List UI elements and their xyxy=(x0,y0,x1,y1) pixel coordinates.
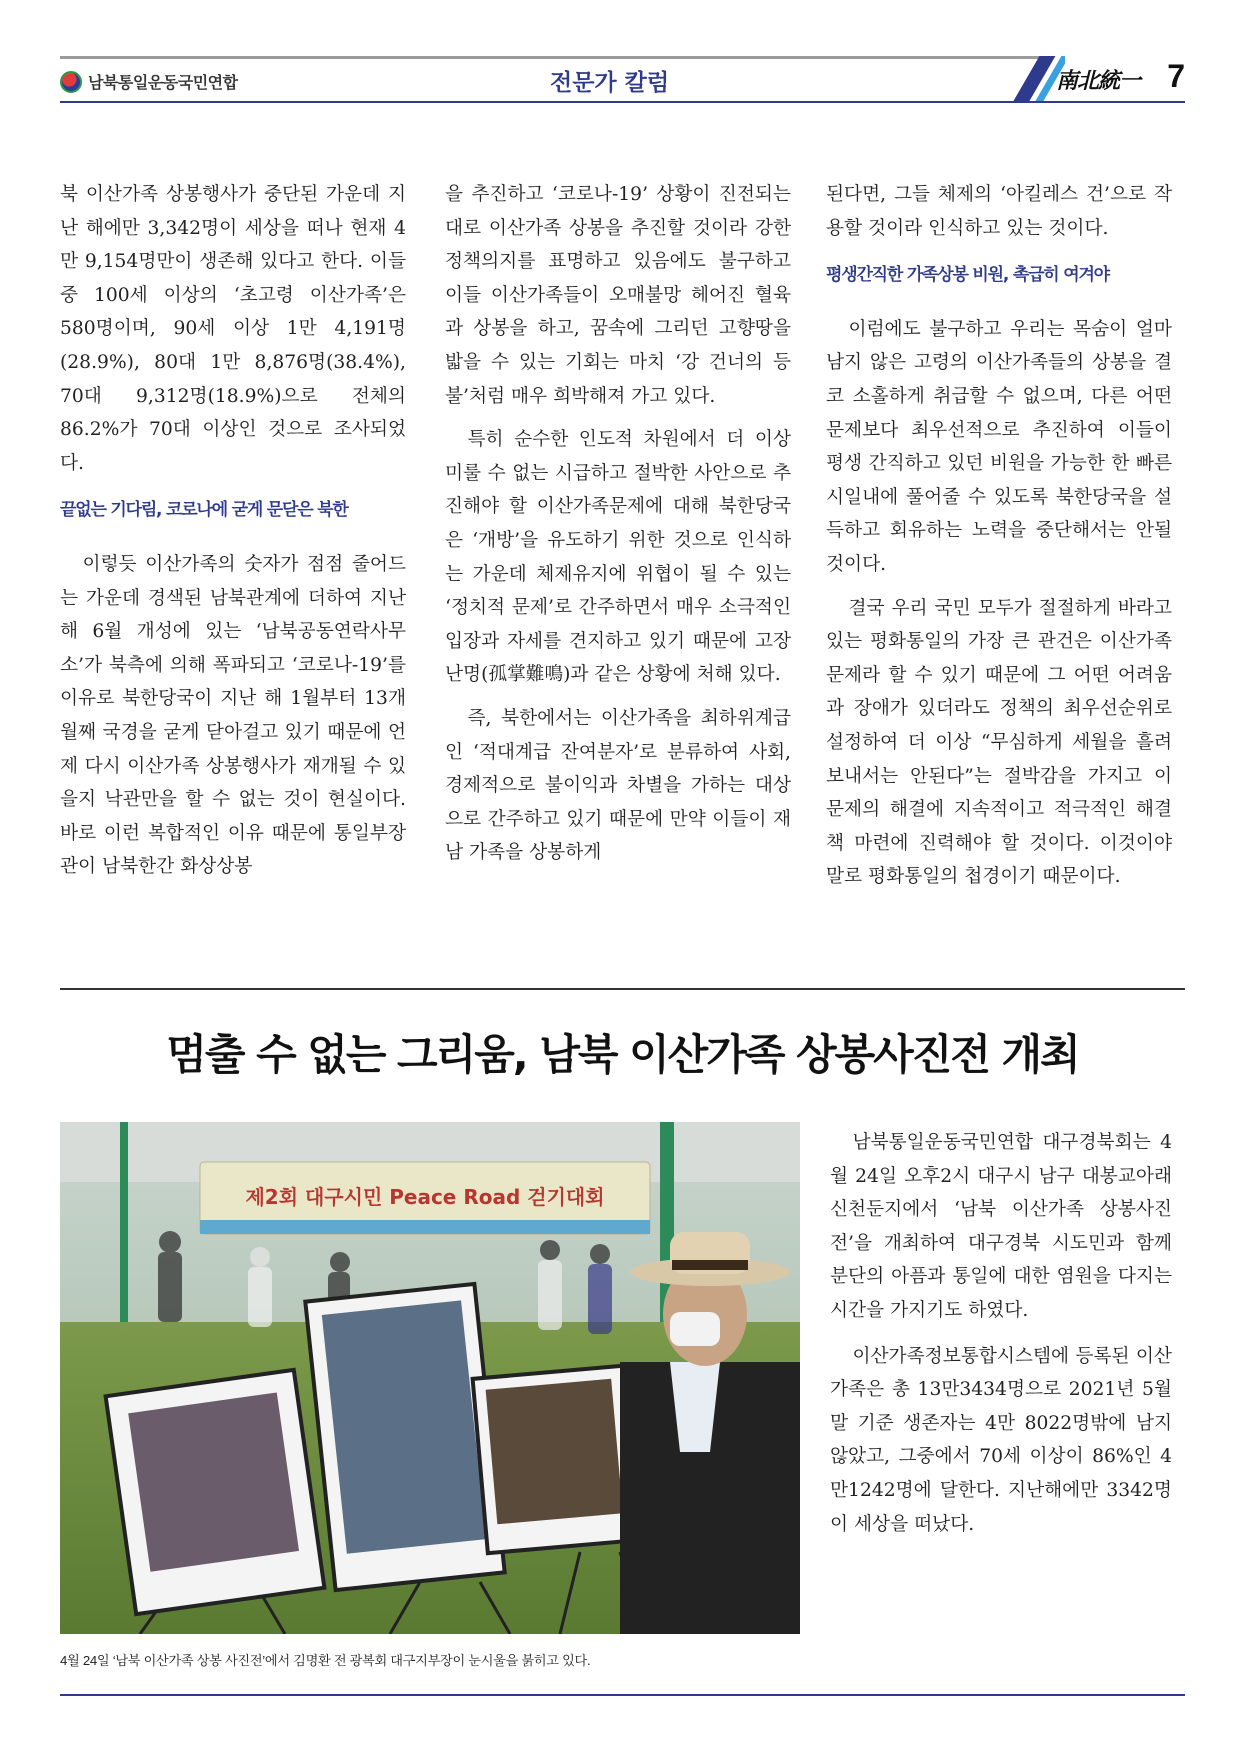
org-branding xyxy=(60,70,238,93)
section-divider xyxy=(60,988,1185,990)
article-headline: 멈출 수 없는 그리움, 남북 이산가족 상봉사진전 개최 xyxy=(166,1030,1079,1079)
photo-caption: 4월 24일 ‘남북 이산가족 상봉 사진전’에서 김명환 전 광복회 대구지부장이 눈시울을 붉히고 있다. xyxy=(60,1653,591,1668)
paragraph: 특히 순수한 인도적 차원에서 더 이상 미룰 수 없는 시급하고 절박한 사안으로 추진해야 할 이산가족문제에 대해 북한당국은 ‘개방’을 유도하기 위한 것으로 인식하는 가운데 체제유지에 위협이 될 수 있는 ‘정치적 문제’로 간주하면서 매우 소극적인 입장과 자세를 견지하고 있기 때문에 고장난명(孤掌難鳴)과 같은 상황에 처해 있다. xyxy=(445,429,791,686)
banner-text: 제2회 대구시민 Peace Road 걷기대회 xyxy=(245,1185,605,1209)
header-top-rule xyxy=(60,56,1040,59)
page-number: 7 xyxy=(1167,58,1185,94)
page-bottom-rule xyxy=(60,1694,1185,1696)
paragraph: 이산가족정보통합시스템에 등록된 이산가족은 총 13만3434명으로 2021년 5월 말 기준 생존자는 4만 8022명밖에 남지 않았고, 그중에서 70세 이상이 86%인 4만1242명에 달한다. 지난해에만 3342명이 세상을 떠났다. xyxy=(830,1345,1172,1535)
org-logo-icon xyxy=(60,71,82,93)
article-body xyxy=(830,1126,1172,1553)
header-bottom-rule xyxy=(60,101,1185,103)
paragraph: 결국 우리 국민 모두가 절절하게 바라고 있는 평화통일의 가장 큰 관건은 이산가족문제라 할 수 있기 때문에 그 어떤 어려움과 장애가 있더라도 정책의 최우선순위로 설정하여 더 이상 “무심하게 세월을 흘려 보내서는 안된다”는 절박감을 가지고 이 문제의 해결에 지속적이고 적극적인 해결책 마련에 진력해야 할 것이다. 이것이야 말로 평화통일의 첩경이기 때문이다. xyxy=(826,597,1172,888)
paragraph: 된다면, 그들 체제의 ‘아킬레스 건’으로 작용할 것이라 인식하고 있는 것이다. xyxy=(826,184,1172,239)
subheading: 끝없는 기다림, 코로나에 굳게 문닫은 북한 xyxy=(60,500,348,521)
event-photo xyxy=(60,1122,800,1634)
paragraph: 을 추진하고 ‘코로나-19’ 상황이 진전되는 대로 이산가족 상봉을 추진할 것이라 강한 정책의지를 표명하고 있음에도 불구하고 이들 이산가족들이 오매불망 헤어진 혈육과 상봉을 하고, 꿈속에 그리던 고향땅을 밟을 수 있는 기회는 마치 ‘강 건너의 등불’처럼 매우 희박해져 가고 있다. xyxy=(445,184,791,407)
column-1 xyxy=(60,178,406,894)
paragraph: 북 이산가족 상봉행사가 중단된 가운데 지난 해에만 3,342명이 세상을 떠나 현재 4만 9,154명만이 생존해 있다고 한다. 이들 중 100세 이상의 ‘초고령 이산가족’은 580명이며, 90세 이상 1만 4,191명(28.9%), 80대 1만 8,876명(38.4%), 70대 9,312명(18.9%)으로 전체의 86.2%가 70대 이상인 것으로 조사되었다. xyxy=(60,184,406,474)
org-name: 남북통일운동국민연합 xyxy=(88,75,238,92)
paragraph: 이렇듯 이산가족의 숫자가 점점 줄어드는 가운데 경색된 남북관계에 더하여 지난 해 6월 개성에 있는 ‘남북공동연락사무소’가 북측에 의해 폭파되고 ‘코로나-19’를 이유로 북한당국이 지난 해 1월부터 13개월째 국경을 굳게 닫아걸고 있기 때문에 언제 다시 이산가족 상봉행사가 재개될 수 있을지 낙관만을 할 수 없는 것이 현실이다. 바로 이런 복합적인 이유 때문에 통일부장관이 남북한간 화상상봉 xyxy=(60,553,406,878)
subheading: 평생간직한 가족상봉 비원, 촉급히 여겨야 xyxy=(826,265,1109,286)
magazine-logo: 南北統一 xyxy=(1055,68,1140,94)
page-header xyxy=(60,56,1185,106)
column-3 xyxy=(826,178,1172,904)
column-2 xyxy=(445,178,791,880)
paragraph: 남북통일운동국민연합 대구경북회는 4월 24일 오후2시 대구시 남구 대봉교아래 신천둔지에서 ‘남북 이산가족 상봉사진전’을 개최하여 대구경북 시도민과 함께 분단의 아픔과 통일에 대한 염원을 다지는 시간을 가지기도 하였다. xyxy=(830,1132,1172,1321)
section-title: 전문가 칼럼 xyxy=(550,70,670,96)
paragraph: 이럼에도 불구하고 우리는 목숨이 얼마 남지 않은 고령의 이산가족들의 상봉을 결코 소홀하게 취급할 수 없으며, 다른 어떤 문제보다 최우선적으로 추진하여 이들이 평생 간직하고 있던 비원을 가능한 한 빠른 시일내에 풀어줄 수 있도록 북한당국을 설득하고 회유하는 노력을 중단해서는 안될 것이다. xyxy=(826,318,1172,575)
paragraph: 즉, 북한에서는 이산가족을 최하위계급인 ‘적대계급 잔여분자’로 분류하여 사회, 경제적으로 불이익과 차별을 가하는 대상으로 간주하고 있기 때문에 만약 이들이 재남 가족을 상봉하게 xyxy=(445,707,791,864)
